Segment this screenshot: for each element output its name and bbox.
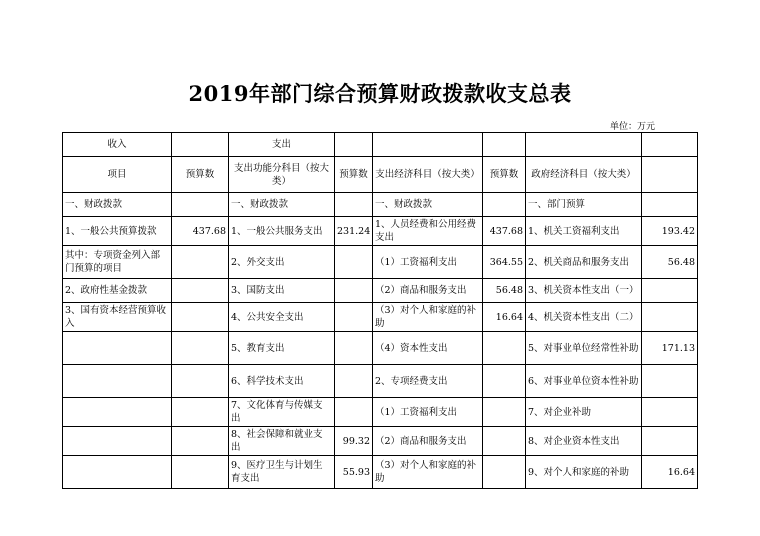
table-cell: 55.93 <box>335 456 373 489</box>
table-cell: 3、机关资本性支出（一） <box>526 279 642 303</box>
table-row <box>63 332 698 365</box>
table-cell: 16.64 <box>642 456 698 489</box>
table-cell <box>642 193 698 217</box>
table-cell: 8、社会保障和就业支出 <box>229 427 335 456</box>
table-cell <box>483 193 526 217</box>
table-cell <box>483 456 526 489</box>
table-cell <box>63 332 172 365</box>
table-cell: 4、公共安全支出 <box>229 303 335 332</box>
table-cell <box>483 332 526 365</box>
col-header-budget <box>642 157 698 193</box>
table-cell <box>172 279 229 303</box>
table-row <box>63 427 698 456</box>
table-row <box>63 398 698 427</box>
table-cell: 6、科学技术支出 <box>229 365 335 398</box>
table-cell <box>642 303 698 332</box>
table-cell: 99.32 <box>335 427 373 456</box>
table-cell <box>172 456 229 489</box>
table-cell: 7、文化体育与传媒支出 <box>229 398 335 427</box>
table-cell <box>172 303 229 332</box>
table-cell: 437.68 <box>483 217 526 246</box>
expense-header: 支出 <box>229 133 335 157</box>
table-cell: 1、人员经费和公用经费支出 <box>373 217 483 246</box>
table-cell: 171.13 <box>642 332 698 365</box>
table-cell: 364.55 <box>483 246 526 279</box>
table-cell <box>335 303 373 332</box>
table-cell: 4、机关资本性支出（二） <box>526 303 642 332</box>
table-cell: （3）对个人和家庭的补助 <box>373 303 483 332</box>
table-cell <box>483 427 526 456</box>
table-cell: 6、对事业单位资本性补助 <box>526 365 642 398</box>
table-cell <box>642 365 698 398</box>
col-header-func: 支出功能分科目（按大类） <box>229 157 335 193</box>
table-cell <box>483 365 526 398</box>
table-cell: 1、一般公共预算拨款 <box>63 217 172 246</box>
table-cell: 193.42 <box>642 217 698 246</box>
table-cell: 其中：专项资金列入部门预算的项目 <box>63 246 172 279</box>
table-cell: 一、财政拨款 <box>229 193 335 217</box>
top-header-row <box>63 133 698 157</box>
table-cell: 5、教育支出 <box>229 332 335 365</box>
table-cell: 一、部门预算 <box>526 193 642 217</box>
table-cell: 56.48 <box>642 246 698 279</box>
budget-table <box>62 132 698 489</box>
table-cell <box>63 427 172 456</box>
table-cell: 8、对企业资本性支出 <box>526 427 642 456</box>
table-cell: 56.48 <box>483 279 526 303</box>
table-row <box>63 456 698 489</box>
income-header: 收入 <box>63 133 172 157</box>
unit-label: 单位：万元 <box>610 122 656 132</box>
table-cell <box>642 279 698 303</box>
column-header-row <box>63 157 698 193</box>
table-cell <box>335 193 373 217</box>
table-cell: 16.64 <box>483 303 526 332</box>
table-cell: 一、财政拨款 <box>373 193 483 217</box>
table-cell: 2、专项经费支出 <box>373 365 483 398</box>
table-cell: 3、国防支出 <box>229 279 335 303</box>
col-header-gov: 政府经济科目（按大类） <box>526 157 642 193</box>
table-cell: 9、对个人和家庭的补助 <box>526 456 642 489</box>
table-cell: （2）商品和服务支出 <box>373 279 483 303</box>
table-cell: 231.24 <box>335 217 373 246</box>
table-row <box>63 365 698 398</box>
table-cell: （3）对个人和家庭的补助 <box>373 456 483 489</box>
table-cell: 7、对企业补助 <box>526 398 642 427</box>
table-cell <box>172 332 229 365</box>
table-cell <box>335 332 373 365</box>
table-cell: （1）工资福利支出 <box>373 246 483 279</box>
table-cell: 5、对事业单位经常性补助 <box>526 332 642 365</box>
table-row <box>63 217 698 246</box>
table-cell: 1、一般公共服务支出 <box>229 217 335 246</box>
table-cell: 2、外交支出 <box>229 246 335 279</box>
table-row <box>63 279 698 303</box>
table-cell <box>642 427 698 456</box>
table-cell: 一、财政拨款 <box>63 193 172 217</box>
table-cell <box>172 398 229 427</box>
col-header-econ: 支出经济科目（按大类） <box>373 157 483 193</box>
table-cell <box>642 398 698 427</box>
table-cell <box>335 246 373 279</box>
table-cell <box>172 193 229 217</box>
table-cell: 2、机关商品和服务支出 <box>526 246 642 279</box>
col-header-budget: 预算数 <box>483 157 526 193</box>
table-cell: 437.68 <box>172 217 229 246</box>
table-cell <box>63 398 172 427</box>
table-cell: 9、医疗卫生与计划生育支出 <box>229 456 335 489</box>
table-cell: （4）资本性支出 <box>373 332 483 365</box>
table-cell <box>172 365 229 398</box>
table-cell: （2）商品和服务支出 <box>373 427 483 456</box>
table-cell <box>63 456 172 489</box>
table-row <box>63 246 698 279</box>
col-header-item: 项目 <box>63 157 172 193</box>
page-title: 2019年部门综合预算财政拨款收支总表 <box>188 81 572 106</box>
table-cell <box>483 398 526 427</box>
col-header-budget: 预算数 <box>172 157 229 193</box>
table-row <box>63 303 698 332</box>
table-row <box>63 193 698 217</box>
col-header-budget: 预算数 <box>335 157 373 193</box>
table-cell: 2、政府性基金拨款 <box>63 279 172 303</box>
table-cell <box>172 246 229 279</box>
table-cell <box>335 365 373 398</box>
table-cell: 1、机关工资福利支出 <box>526 217 642 246</box>
table-cell <box>335 279 373 303</box>
table-cell: （1）工资福利支出 <box>373 398 483 427</box>
table-cell <box>172 427 229 456</box>
table-cell <box>63 365 172 398</box>
table-cell <box>335 398 373 427</box>
table-cell: 3、国有资本经营预算收入 <box>63 303 172 332</box>
